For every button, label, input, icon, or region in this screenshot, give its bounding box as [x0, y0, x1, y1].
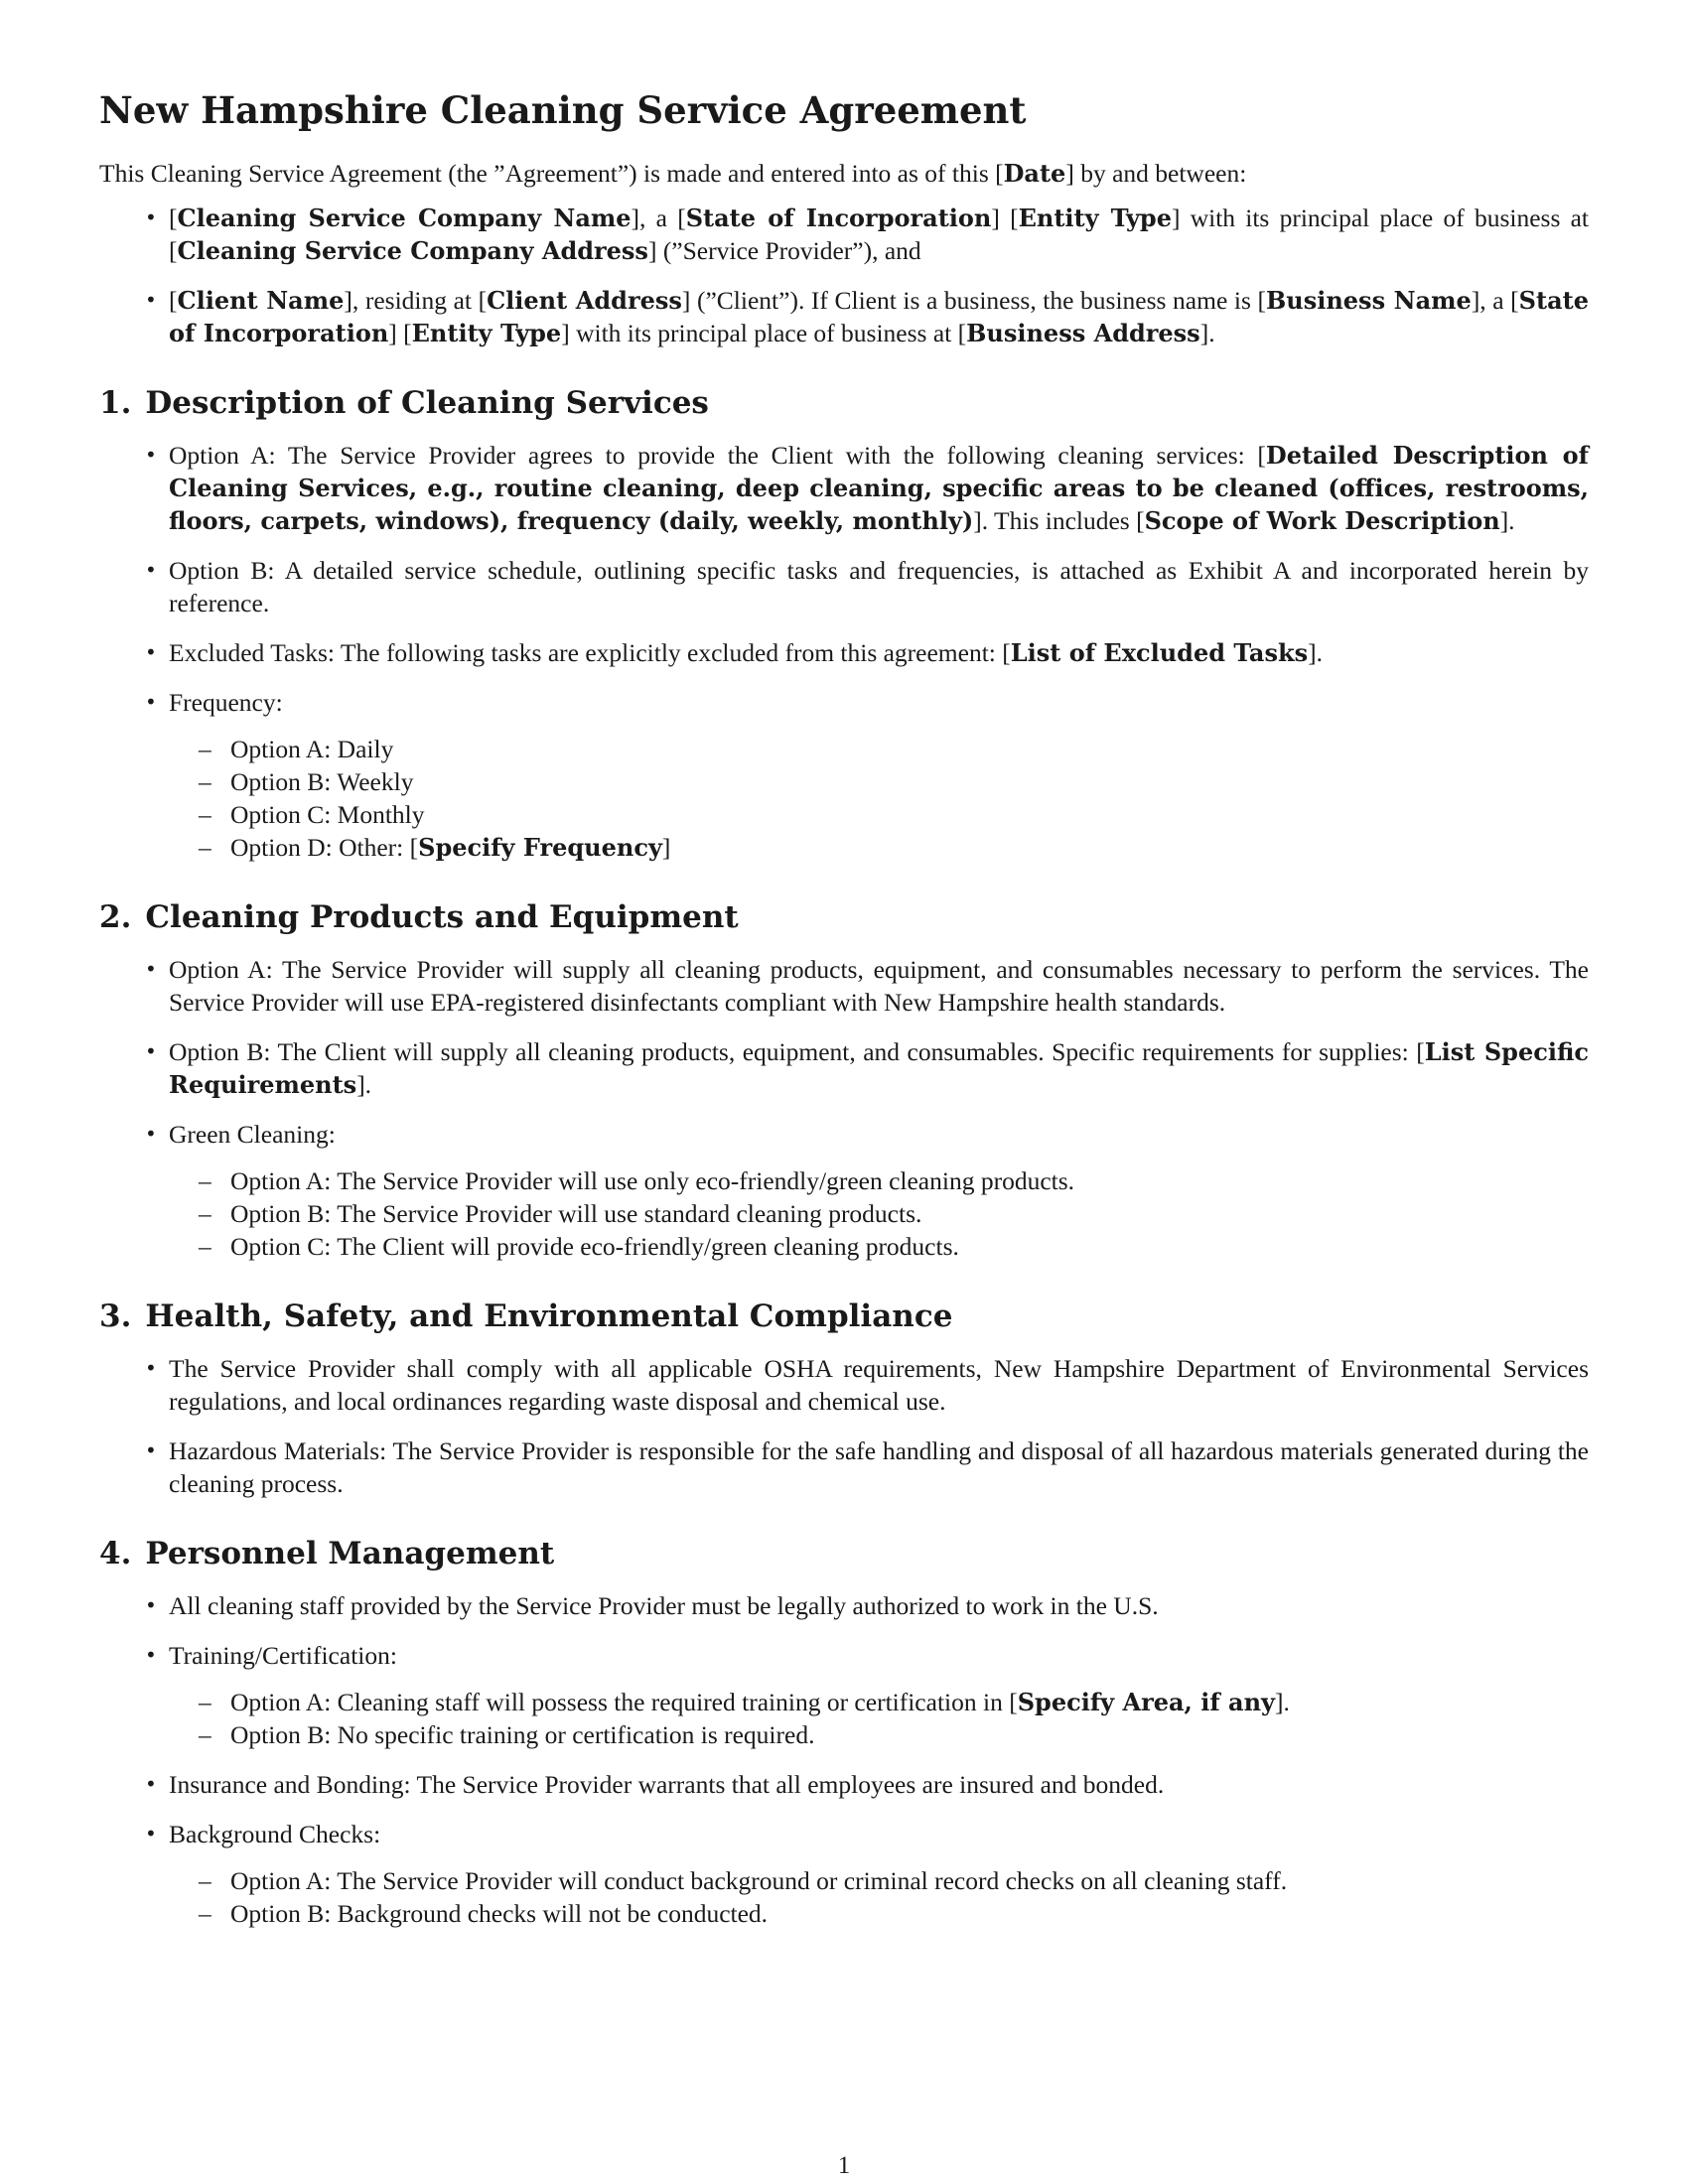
section-3-list [99, 1352, 1589, 1500]
intro-paragraph: This Cleaning Service Agreement (the ”Agreement”) is made and entered into as of this [Date] by and between: [99, 159, 1247, 188]
background-option-b: – Option B: Background checks will not be conducted. [230, 1897, 1589, 1930]
section-2-list [99, 953, 1589, 1263]
page-number: 1 [837, 2152, 851, 2179]
s1-frequency: • Frequency: – Option A: Daily – Option B: Weekly – Option C: Monthly – Option D: Other: [Specify Frequency] [169, 686, 1589, 864]
parties-list [99, 202, 1589, 349]
s1-option-a: • Option A: The Service Provider agrees to provide the Client with the following cleaning services: [Detailed Description of Cleaning Services, e.g., routine cleaning, deep cleaning, specific areas to be cleaned (offices, restrooms, floors, carpets, windows), frequency (daily, weekly, monthly)]. This includes [Scope of Work Description]. [169, 439, 1589, 537]
background-options [169, 1864, 1589, 1930]
party-client: • [Client Name], residing at [Client Address] (”Client”). If Client is a business, the business name is [Business Name], a [State of Incorporation] [Entity Type] with its principal place of business at [Business Address]. [169, 284, 1589, 349]
s2-option-b: • Option B: The Client will supply all cleaning products, equipment, and consumables. Specific requirements for supplies: [List Specific Requirements]. [169, 1035, 1589, 1101]
background-option-a: – Option A: The Service Provider will conduct background or criminal record checks on all cleaning staff. [230, 1864, 1589, 1897]
section-heading-2: 2. Cleaning Products and Equipment [99, 899, 739, 935]
green-option-a: – Option A: The Service Provider will use only eco-friendly/green cleaning products. [230, 1164, 1589, 1197]
document-title: New Hampshire Cleaning Service Agreement [99, 88, 1027, 132]
frequency-option-c: – Option C: Monthly [230, 798, 1589, 831]
green-option-c: – Option C: The Client will provide eco-friendly/green cleaning products. [230, 1230, 1589, 1263]
s4-training: • Training/Certification: – Option A: Cleaning staff will possess the required training or certification in [Specify Area, if any]. – Option B: No specific training or certification is required. [169, 1639, 1589, 1751]
s2-option-a: • Option A: The Service Provider will supply all cleaning products, equipment, and consumables necessary to perform the services. The Service Provider will use EPA-registered disinfectants compliant with New Hampshire health standards. [169, 953, 1589, 1019]
s3-compliance: • The Service Provider shall comply with all applicable OSHA requirements, New Hampshire Department of Environmental Services regulations, and local ordinances regarding waste disposal and chemical use. [169, 1352, 1589, 1418]
section-heading-3: 3. Health, Safety, and Environmental Compliance [99, 1298, 953, 1334]
section-1-list [99, 439, 1589, 864]
frequency-options [169, 733, 1589, 864]
section-heading-1: 1. Description of Cleaning Services [99, 385, 709, 421]
document-page [99, 87, 1589, 1947]
s4-insurance: • Insurance and Bonding: The Service Provider warrants that all employees are insured and bonded. [169, 1768, 1589, 1801]
placeholder-date: Date [1003, 159, 1066, 188]
s2-green-cleaning: • Green Cleaning: – Option A: The Service Provider will use only eco-friendly/green cleaning products. – Option B: The Service Provider will use standard cleaning products. – Option C: The Client will provide eco-friendly/green cleaning products. [169, 1118, 1589, 1263]
s1-excluded-tasks: • Excluded Tasks: The following tasks are explicitly excluded from this agreement: [List of Excluded Tasks]. [169, 636, 1589, 669]
section-4-list [99, 1589, 1589, 1930]
training-options [169, 1686, 1589, 1751]
training-option-a: – Option A: Cleaning staff will possess the required training or certification in [Specify Area, if any]. [230, 1686, 1589, 1718]
s1-option-b: • Option B: A detailed service schedule, outlining specific tasks and frequencies, is attached as Exhibit A and incorporated herein by reference. [169, 554, 1589, 619]
green-option-b: – Option B: The Service Provider will use standard cleaning products. [230, 1197, 1589, 1230]
section-heading-4: 4. Personnel Management [99, 1536, 555, 1571]
frequency-option-d: – Option D: Other: [Specify Frequency] [230, 831, 1589, 864]
s4-work-authorization: • All cleaning staff provided by the Service Provider must be legally authorized to work in the U.S. [169, 1589, 1589, 1622]
green-cleaning-options [169, 1164, 1589, 1263]
s4-background-checks: • Background Checks: – Option A: The Service Provider will conduct background or criminal record checks on all cleaning staff. – Option B: Background checks will not be conducted. [169, 1818, 1589, 1930]
frequency-option-b: – Option B: Weekly [230, 765, 1589, 798]
frequency-option-a: – Option A: Daily [230, 733, 1589, 765]
training-option-b: – Option B: No specific training or certification is required. [230, 1718, 1589, 1751]
party-service-provider: • [Cleaning Service Company Name], a [State of Incorporation] [Entity Type] with its principal place of business at [Cleaning Service Company Address] (”Service Provider”), and [169, 202, 1589, 267]
s3-hazardous-materials: • Hazardous Materials: The Service Provider is responsible for the safe handling and disposal of all hazardous materials generated during the cleaning process. [169, 1434, 1589, 1500]
